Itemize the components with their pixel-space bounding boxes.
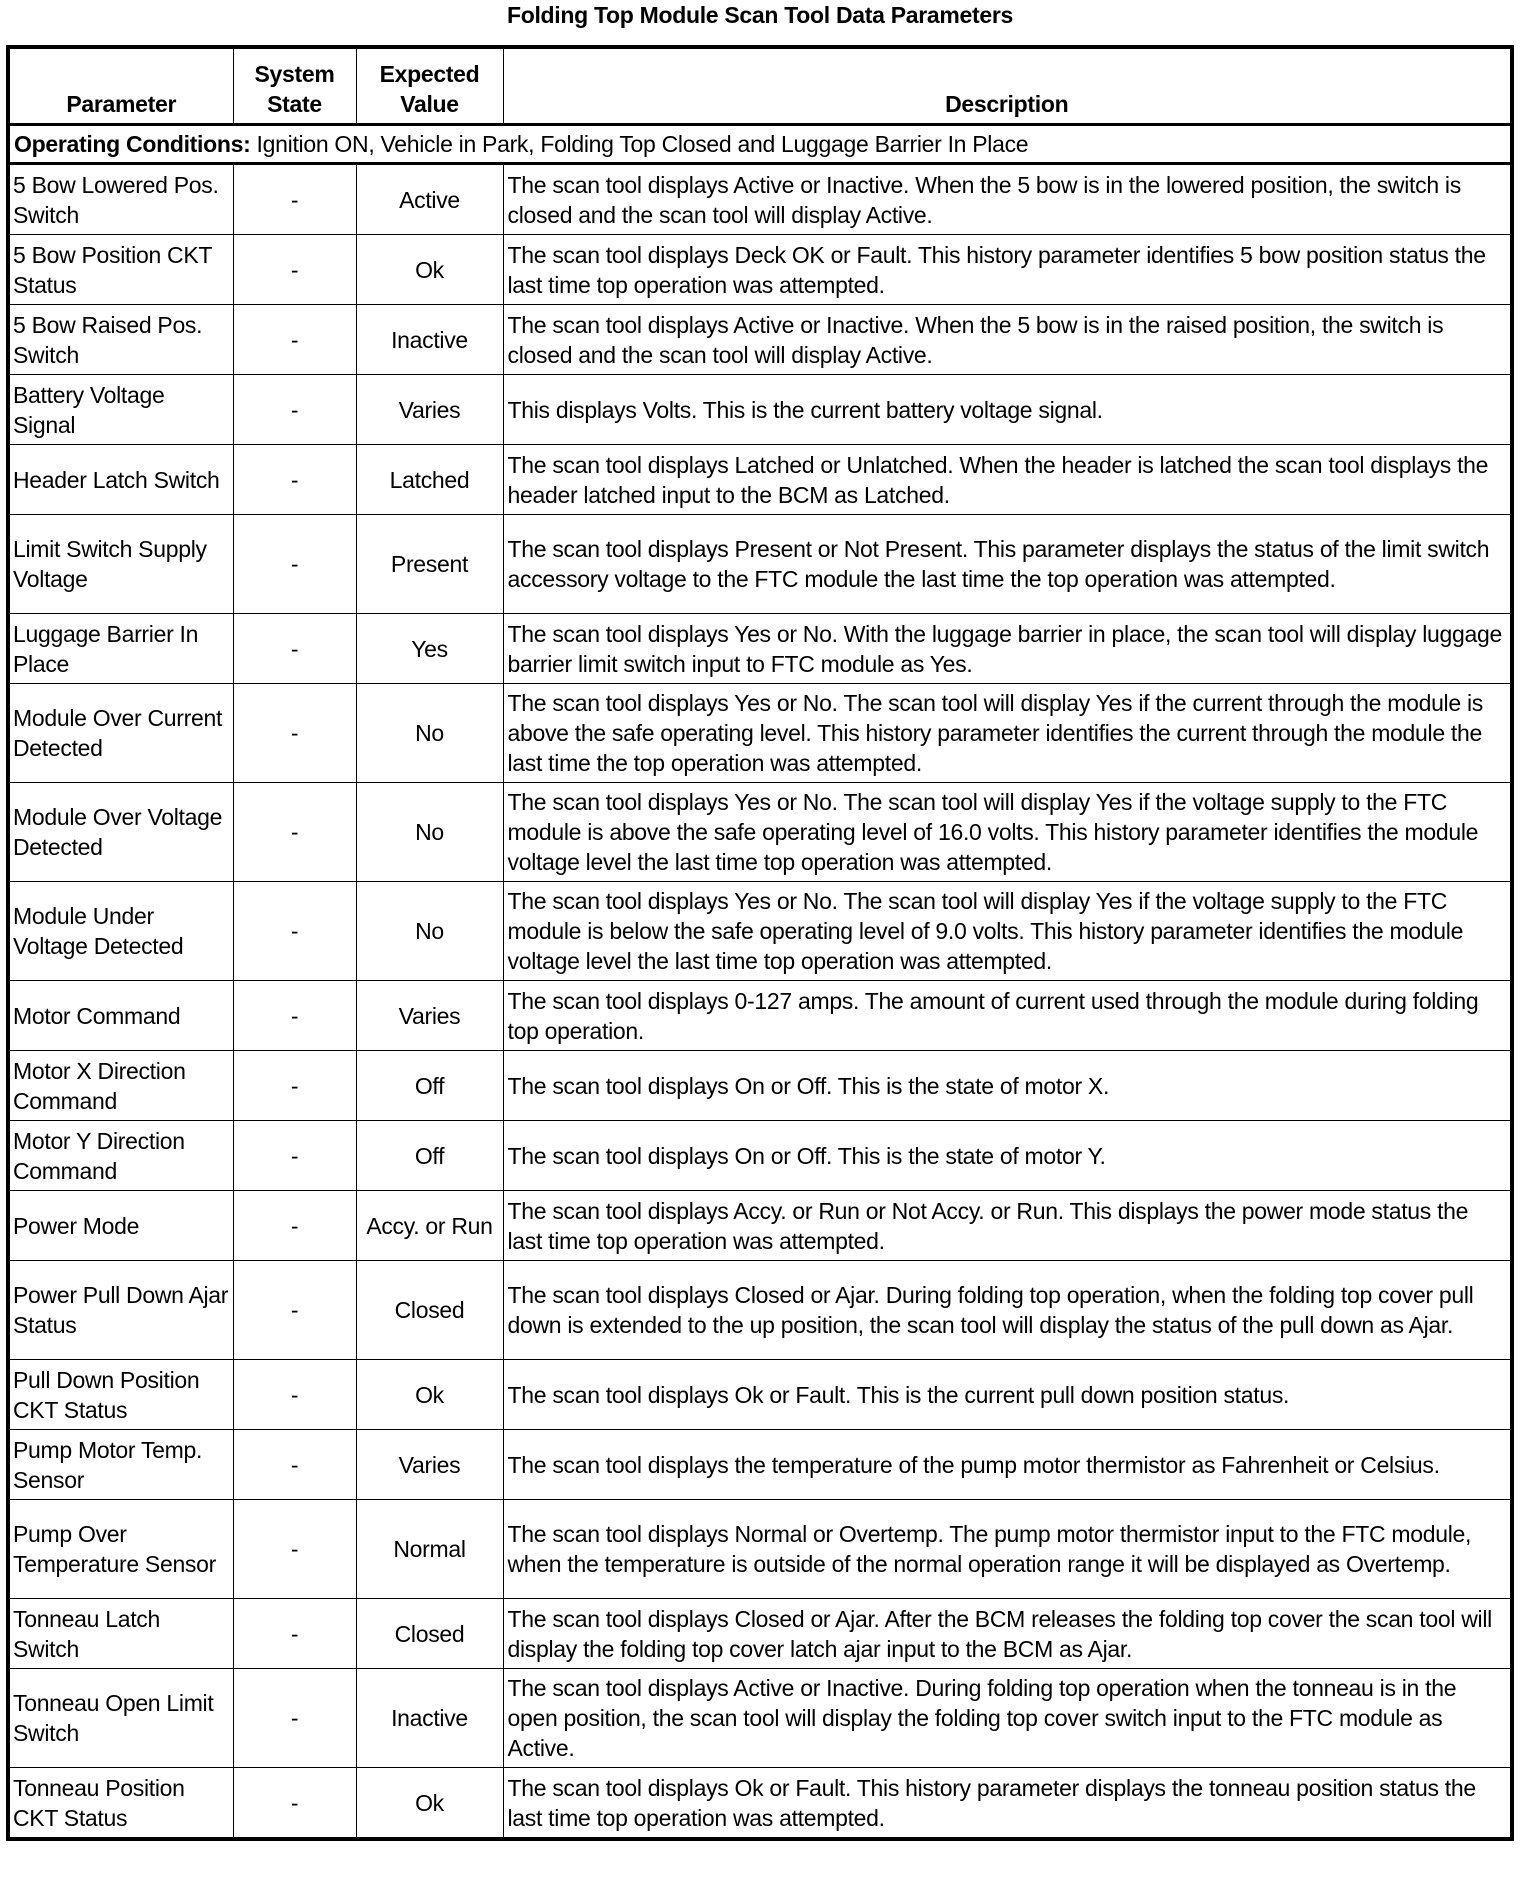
parameter-cell: Tonneau Position CKT Status: [8, 1768, 233, 1840]
parameter-cell: Tonneau Open Limit Switch: [8, 1669, 233, 1768]
parameter-cell: Pull Down Position CKT Status: [8, 1360, 233, 1430]
expected-value-cell: No: [356, 783, 503, 882]
parameter-cell: Battery Voltage Signal: [8, 375, 233, 445]
table-row: [8, 1360, 1512, 1430]
system-state-cell: -: [233, 1261, 356, 1360]
parameter-cell: Power Pull Down Ajar Status: [8, 1261, 233, 1360]
description-cell: The scan tool displays Ok or Fault. This history parameter displays the tonneau position status the last time top operation was attempted.: [503, 1768, 1512, 1840]
expected-value-cell: No: [356, 882, 503, 981]
parameter-cell: Luggage Barrier In Place: [8, 614, 233, 684]
description-cell: The scan tool displays Closed or Ajar. During folding top operation, when the folding top cover pull down is extended to the up position, the scan tool will display the status of the pull down as Ajar.: [503, 1261, 1512, 1360]
parameter-cell: 5 Bow Raised Pos. Switch: [8, 305, 233, 375]
parameter-cell: Motor X Direction Command: [8, 1051, 233, 1121]
expected-value-cell: Active: [356, 164, 503, 235]
description-cell: The scan tool displays Ok or Fault. This is the current pull down position status.: [503, 1360, 1512, 1430]
expected-value-cell: Closed: [356, 1599, 503, 1669]
system-state-cell: -: [233, 164, 356, 235]
parameter-cell: Header Latch Switch: [8, 445, 233, 515]
description-cell: The scan tool displays Deck OK or Fault. This history parameter identifies 5 bow position status the last time top operation was attempted.: [503, 235, 1512, 305]
description-cell: The scan tool displays Closed or Ajar. After the BCM releases the folding top cover the scan tool will display the folding top cover latch ajar input to the BCM as Ajar.: [503, 1599, 1512, 1669]
operating-conditions: [8, 125, 1512, 164]
parameter-cell: Pump Motor Temp. Sensor: [8, 1430, 233, 1500]
parameter-cell: Module Over Voltage Detected: [8, 783, 233, 882]
expected-value-cell: No: [356, 684, 503, 783]
table-row: [8, 981, 1512, 1051]
expected-value-cell: Accy. or Run: [356, 1191, 503, 1261]
expected-value-cell: Yes: [356, 614, 503, 684]
table-row: [8, 375, 1512, 445]
expected-value-cell: Ok: [356, 235, 503, 305]
system-state-cell: -: [233, 375, 356, 445]
parameter-cell: Module Over Current Detected: [8, 684, 233, 783]
system-state-cell: -: [233, 684, 356, 783]
header-description: Description: [503, 47, 1512, 125]
system-state-cell: -: [233, 1599, 356, 1669]
description-cell: The scan tool displays Active or Inactive. When the 5 bow is in the lowered position, the switch is closed and the scan tool will display Active.: [503, 164, 1512, 235]
system-state-cell: -: [233, 882, 356, 981]
description-cell: The scan tool displays On or Off. This is the state of motor X.: [503, 1051, 1512, 1121]
parameter-cell: Power Mode: [8, 1191, 233, 1261]
system-state-cell: -: [233, 1500, 356, 1599]
table-row: [8, 305, 1512, 375]
expected-value-cell: Latched: [356, 445, 503, 515]
table-row: [8, 235, 1512, 305]
operating-conditions-label: Operating Conditions:: [14, 131, 251, 157]
document-title: Folding Top Module Scan Tool Data Parameters: [506, 2, 1014, 28]
table-row: [8, 1599, 1512, 1669]
header-system-state: System State: [233, 47, 356, 125]
parameter-cell: Motor Y Direction Command: [8, 1121, 233, 1191]
expected-value-cell: Present: [356, 515, 503, 614]
system-state-cell: -: [233, 1669, 356, 1768]
table-row: [8, 164, 1512, 235]
expected-value-cell: Off: [356, 1121, 503, 1191]
expected-value-cell: Varies: [356, 375, 503, 445]
description-cell: This displays Volts. This is the current battery voltage signal.: [503, 375, 1512, 445]
operating-conditions-row: [8, 125, 1512, 164]
scan-tool-parameters-table: [6, 45, 1514, 1841]
system-state-cell: -: [233, 515, 356, 614]
table-row: [8, 882, 1512, 981]
expected-value-cell: Varies: [356, 981, 503, 1051]
system-state-cell: -: [233, 1768, 356, 1840]
expected-value-cell: Varies: [356, 1430, 503, 1500]
system-state-cell: -: [233, 1191, 356, 1261]
table-row: [8, 1669, 1512, 1768]
table-row: [8, 614, 1512, 684]
description-cell: The scan tool displays Yes or No. With the luggage barrier in place, the scan tool will display luggage barrier limit switch input to FTC module as Yes.: [503, 614, 1512, 684]
table-row: [8, 445, 1512, 515]
description-cell: The scan tool displays On or Off. This is the state of motor Y.: [503, 1121, 1512, 1191]
system-state-cell: -: [233, 981, 356, 1051]
table-row: [8, 1768, 1512, 1840]
description-cell: The scan tool displays Active or Inactive. During folding top operation when the tonneau is in the open position, the scan tool will display the folding top cover switch input to the FTC module as Active.: [503, 1669, 1512, 1768]
system-state-cell: -: [233, 445, 356, 515]
table-header: [8, 47, 1512, 125]
table-row: [8, 1051, 1512, 1121]
description-cell: The scan tool displays Latched or Unlatched. When the header is latched the scan tool displays the header latched input to the BCM as Latched.: [503, 445, 1512, 515]
parameter-cell: 5 Bow Lowered Pos. Switch: [8, 164, 233, 235]
table-row: [8, 783, 1512, 882]
header-row: [8, 47, 1512, 125]
description-cell: The scan tool displays Present or Not Present. This parameter displays the status of the limit switch accessory voltage to the FTC module the last time the top operation was attempted.: [503, 515, 1512, 614]
expected-value-cell: Normal: [356, 1500, 503, 1599]
system-state-cell: -: [233, 235, 356, 305]
table-row: [8, 515, 1512, 614]
parameter-cell: 5 Bow Position CKT Status: [8, 235, 233, 305]
expected-value-cell: Inactive: [356, 305, 503, 375]
table-body: [8, 125, 1512, 1840]
header-parameter: Parameter: [8, 47, 233, 125]
system-state-cell: -: [233, 305, 356, 375]
parameter-cell: Module Under Voltage Detected: [8, 882, 233, 981]
table-row: [8, 1500, 1512, 1599]
system-state-cell: -: [233, 1360, 356, 1430]
system-state-cell: -: [233, 1430, 356, 1500]
operating-conditions-text: Ignition ON, Vehicle in Park, Folding Top Closed and Luggage Barrier In Place: [250, 131, 1029, 157]
description-cell: The scan tool displays Yes or No. The scan tool will display Yes if the current through the module is above the safe operating level. This history parameter identifies the current through the module the last time the top operation was attempted.: [503, 684, 1512, 783]
expected-value-cell: Closed: [356, 1261, 503, 1360]
description-cell: The scan tool displays Normal or Overtemp. The pump motor thermistor input to the FTC module, when the temperature is outside of the normal operation range it will be displayed as Overtemp.: [503, 1500, 1512, 1599]
table-row: [8, 1191, 1512, 1261]
table-row: [8, 1261, 1512, 1360]
table-row: [8, 1121, 1512, 1191]
table-row: [8, 1430, 1512, 1500]
expected-value-cell: Off: [356, 1051, 503, 1121]
description-cell: The scan tool displays Accy. or Run or Not Accy. or Run. This displays the power mode status the last time top operation was attempted.: [503, 1191, 1512, 1261]
description-cell: The scan tool displays 0-127 amps. The amount of current used through the module during folding top operation.: [503, 981, 1512, 1051]
parameter-cell: Tonneau Latch Switch: [8, 1599, 233, 1669]
parameter-cell: Limit Switch Supply Voltage: [8, 515, 233, 614]
table-row: [8, 684, 1512, 783]
header-expected-value: Expected Value: [356, 47, 503, 125]
expected-value-cell: Ok: [356, 1768, 503, 1840]
system-state-cell: -: [233, 614, 356, 684]
parameter-cell: Motor Command: [8, 981, 233, 1051]
description-cell: The scan tool displays the temperature of the pump motor thermistor as Fahrenheit or Celsius.: [503, 1430, 1512, 1500]
system-state-cell: -: [233, 1051, 356, 1121]
system-state-cell: -: [233, 783, 356, 882]
expected-value-cell: Ok: [356, 1360, 503, 1430]
description-cell: The scan tool displays Yes or No. The scan tool will display Yes if the voltage supply to the FTC module is below the safe operating level of 9.0 volts. This history parameter identifies the module voltage level the last time top operation was attempted.: [503, 882, 1512, 981]
expected-value-cell: Inactive: [356, 1669, 503, 1768]
description-cell: The scan tool displays Yes or No. The scan tool will display Yes if the voltage supply to the FTC module is above the safe operating level of 16.0 volts. This history parameter identifies the module voltage level the last time top operation was attempted.: [503, 783, 1512, 882]
system-state-cell: -: [233, 1121, 356, 1191]
parameter-cell: Pump Over Temperature Sensor: [8, 1500, 233, 1599]
description-cell: The scan tool displays Active or Inactive. When the 5 bow is in the raised position, the switch is closed and the scan tool will display Active.: [503, 305, 1512, 375]
